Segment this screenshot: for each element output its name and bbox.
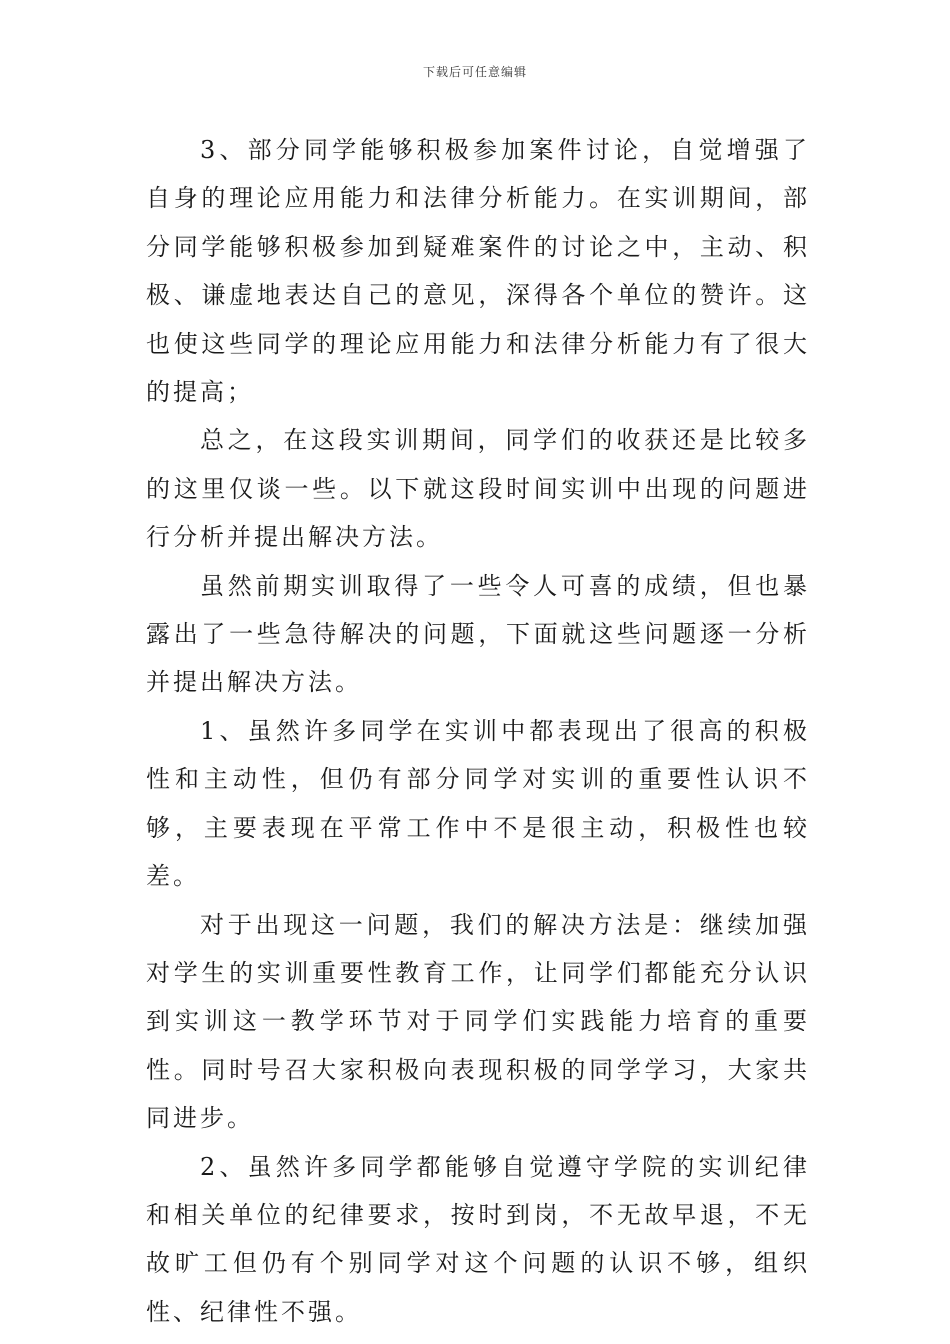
paragraph-6: 2、虽然许多同学都能够自觉遵守学院的实训纪律和相关单位的纪律要求，按时到岗，不无故早退，不无故旷工但仍有个别同学对这个问题的认识不够，组织性、纪律性不强。 [146, 1152, 810, 1326]
paragraph-3: 虽然前期实训取得了一些令人可喜的成绩，但也暴露出了一些急待解决的问题，下面就这些问题逐一分析并提出解决方法。 [146, 571, 810, 697]
paragraph-5: 对于出现这一问题，我们的解决方法是：继续加强对学生的实训重要性教育工作，让同学们都能充分认识到实训这一教学环节对于同学们实践能力培育的重要性。同时号召大家积极向表现积极的同学学习，大家共同进步。 [146, 910, 810, 1133]
page-header-note: 下载后可任意编辑 [422, 65, 527, 79]
paragraph-1: 3、部分同学能够积极参加案件讨论，自觉增强了自身的理论应用能力和法律分析能力。在实训期间，部分同学能够积极参加到疑难案件的讨论之中，主动、积极、谦虚地表达自己的意见，深得各个单位的赞许。这也使这些同学的理论应用能力和法律分析能力有了很大的提高； [146, 136, 810, 407]
paragraph-4: 1、虽然许多同学在实训中都表现出了很高的积极性和主动性，但仍有部分同学对实训的重要性认识不够，主要表现在平常工作中不是很主动，积极性也较差。 [146, 716, 810, 891]
paragraph-2: 总之，在这段实训期间，同学们的收获还是比较多的这里仅谈一些。以下就这段时间实训中出现的问题进行分析并提出解决方法。 [146, 426, 810, 552]
document-body [146, 126, 810, 1336]
